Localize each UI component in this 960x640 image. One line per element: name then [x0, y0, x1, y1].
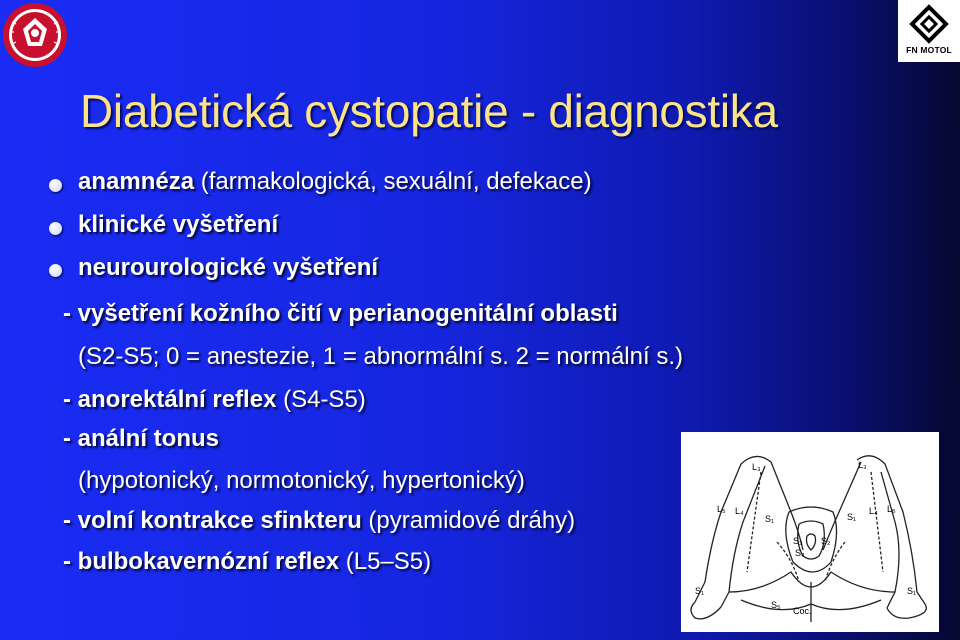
list-item-klinicke: klinické vyšetření	[78, 211, 279, 238]
list-item-analni-tonus: - anální tonus	[63, 425, 219, 452]
label-l5: L₅	[717, 504, 726, 514]
list-item-bulbokavernozni: - bulbokavernózní reflex (L5–S5)	[63, 548, 432, 575]
list-item-tonus-types: (hypotonický, normotonický, hypertonický)	[78, 467, 525, 494]
label-l4: L₄	[735, 506, 744, 516]
bullet-dot-3	[49, 264, 62, 277]
bullet-dot-1	[49, 179, 62, 192]
label-s5: S₅	[771, 600, 781, 610]
label-s1-foot: S₁	[695, 586, 705, 596]
list-item-anamneza: anamnéza (farmakologická, sexuální, defekace)	[78, 168, 592, 195]
label-l4-right: L₄	[869, 506, 878, 516]
label-l5-right: L₅	[887, 504, 896, 514]
label-s3: S₃	[793, 536, 803, 546]
label-l3-right: L₃	[858, 460, 867, 470]
list-item-anorektalni: - anorektální reflex (S4-S5)	[63, 386, 366, 413]
list-item-volni: - volní kontrakce sfinkteru (pyramidové dráhy)	[63, 507, 576, 534]
label-s2: S₂	[821, 536, 831, 546]
label-s1: S₁	[765, 514, 775, 524]
motol-logo-text: FN MOTOL	[906, 45, 952, 55]
label-s1-right: S₁	[847, 512, 857, 522]
university-seal-logo	[2, 2, 68, 68]
dermatome-illustration	[681, 432, 939, 632]
label-coc: Coc.	[793, 606, 812, 616]
motol-diamond-icon	[909, 4, 949, 44]
slide-title: Diabetická cystopatie - diagnostika	[80, 85, 778, 137]
dermatome-figure	[681, 432, 939, 632]
fn-motol-logo	[898, 0, 960, 62]
list-item-neurourologicke: neurourologické vyšetření	[78, 254, 379, 281]
bullet-dot-2	[49, 222, 62, 235]
label-s4: S₄	[795, 548, 805, 558]
label-s1-foot-right: S₁	[907, 586, 917, 596]
list-item-scale: (S2-S5; 0 = anestezie, 1 = abnormální s. 2 = normální s.)	[78, 343, 683, 370]
label-l3: L₃	[752, 462, 761, 472]
list-item-citi: - vyšetření kožního čití v perianogenitální oblasti	[63, 300, 618, 327]
